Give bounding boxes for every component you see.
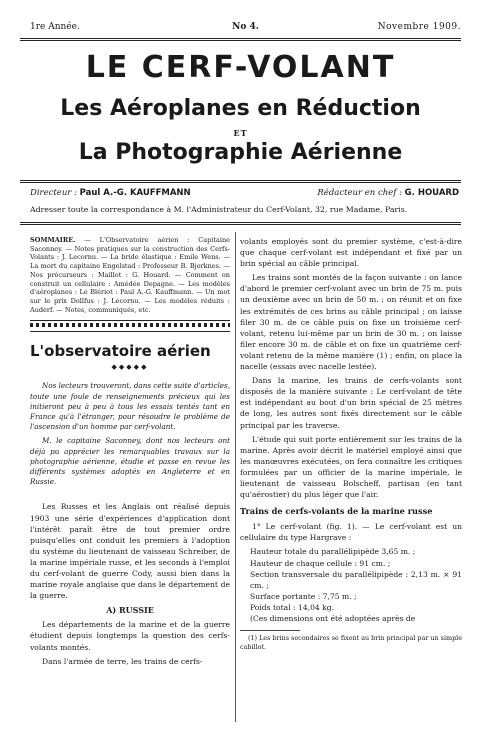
journal-subtitle-1: Les Aéroplanes en Réduction [60,96,421,121]
masthead-rule [20,180,461,181]
address-rule [20,222,461,223]
spec-line: Section transversale du parallélipipède : 2,13 m. × 91 cm. ; [250,569,462,590]
body-paragraph: volants employés sont du premier système, c'est-à-dire que chaque cerf-volant est indépendant et fixé par un brin spécial au câble principal. [240,237,462,269]
year-label: 1re Année. [30,22,80,32]
director-credit: Directeur : Paul A.-G. KAUFFMANN [30,188,191,198]
masthead-rule-thin [20,182,461,183]
masthead-meta [30,22,461,36]
subtitle-conjunction: ET [233,128,248,138]
right-column [240,236,462,651]
correspondence-address: Adresser toute la correspondance à M. l'Administrateur du Cerf-Volant, 32, rue Madame, Paris. [30,205,408,214]
editor-credit: Rédacteur en chef : G. HOUARD [317,188,459,198]
address-rule-thin [20,224,461,225]
spec-line: Hauteur totale du parallélipipède 3,65 m. ; [250,547,416,557]
body-paragraph: Les trains sont montés de la façon suivante : on lance d'abord le premier cerf-volant avec un brin de 75 m. puis un deuxième avec un brin de 50 m. ; on réunit et on fixe les extrémités de ces brins au câble principal ; on laisse filer 30 m. de ce câble puis on fixe un troisième cerf-volant, retenu lui-même par un brin de 30 m. ; on laisse filer encore 30 m. de câble et on fixe un quatrième cerf-volant retenu de la même manière (1) ; enfin, on place la nacelle (essais avec nacelle lestée). [240,273,462,372]
body-paragraph: L'étude qui suit porte entièrement sur les trains de la marine. Après avoir décrit le matériel employé ainsi que les manœuvres exécutées, on fera connaître les critiques formulées par un officier de la marine impériale, le lieutenant de vaisseau Bolscheff, partisan (en tant qu'aérostier) du plus léger que l'air. [240,434,462,500]
top-rule-thin [20,40,461,41]
journal-subtitle-2: La Photographie Aérienne [78,140,403,165]
spec-line: Poids total : 14,04 kg. [250,602,335,612]
toc-text: — L'Observatoire aérien : Capitaine Saconney. — Notes pratiques sur la construction des Cerfs-Volants : J. Lecornu. — La bride élastique : Emile Wens. — La mort du capitaine Engelstad : Professeur B. Bjerknes. — Nos précurseurs : Maillot : G. Houard. — Comment on construit un cellulaire : Amédée Depagne. — Les modèles d'aéroplanes : Le Blériot : Paul A.-G. Kauffmann. — Un mot sur le prix Dollfus : J. Lecornu. — Les modèles réduits : Auderf. — Notes, communiqués, etc. [30,236,230,314]
body-paragraph: Les Russes et les Anglais ont réalisé depuis 1903 une série d'expériences d'application dont l'intérêt paraît être de tout premier ordre puisqu'elles ont conduit les premiers à l'adoption du système du lieutenant de vaisseau Schreiber, de la marine impériale russe, et les seconds à l'emploi du cerf-volant de guerre Cody, aussi bien dans la marine royale anglaise que dans le département de la guerre. [30,502,230,601]
footnote: (1) Les brins secondaires se fixent au brin principal par un simple cabillot. [240,634,462,651]
body-paragraph: 1° Le cerf-volant (fig. 1). — Le cerf-volant est un cellulaire du type Hargrave : [240,522,462,543]
top-rule [20,38,461,39]
section-heading: A) RUSSIE [106,605,154,616]
table-of-contents [30,236,230,314]
issue-number: No 4. [232,22,259,32]
staff-line [30,188,459,200]
ornamental-divider [30,320,230,332]
editor-intro-1: Nos lecteurs trouveront, dans cette suite d'articles, toute une foule de renseignements précieux qui les initieront peu à peu à tous les essais tentés tant en France qu'à l'étranger, pour résoudre le problème de l'ascension d'un homme par cerf-volant. [30,381,230,432]
issue-date: Novembre 1909. [377,22,461,32]
spec-line: Hauteur de chaque cellule : 91 cm. ; [250,558,391,568]
journal-title: LE CERF-VOLANT [85,50,396,85]
left-column [30,236,230,670]
spec-line: (Ces dimensions ont été adoptées après de [250,614,416,623]
footnote-rule [240,630,300,631]
body-paragraph: Les départements de la marine et de la guerre étudient depuis longtemps la question des cerfs-volants montés. [30,620,230,652]
director-name: Paul A.-G. KAUFFMANN [79,188,191,198]
body-paragraph: Dans l'armée de terre, les trains de cerfs- [42,656,203,666]
article-title: L'observatoire aérien [30,342,211,361]
editor-name: G. HOUARD [404,188,459,198]
editor-intro-2: M. le capitaine Saconney, dont nos lecteurs ont déjà pu apprécier les remarquables travaux sur la photographie aérienne, étudie et passe en revue les différents systèmes adoptés en Angleterre et en Russie. [30,436,230,487]
toc-label: SOMMAIRE. [30,236,76,244]
subsection-heading: Trains de cerfs-volants de la marine russe [240,506,433,517]
spec-line: Surface portante : 7,75 m. ; [250,591,357,601]
body-paragraph: Dans la marine, les trains de cerfs-volants sont disposés de la manière suivante : Le cerf-volant de tête est indépendant au bout d'un brin spécial de 25 mètres de long, les autres sont fixés directement sur le câble principal par les traverse. [240,376,462,430]
title-ornament: ◆◆◆◆◆ [111,363,149,372]
column-divider [235,232,236,722]
